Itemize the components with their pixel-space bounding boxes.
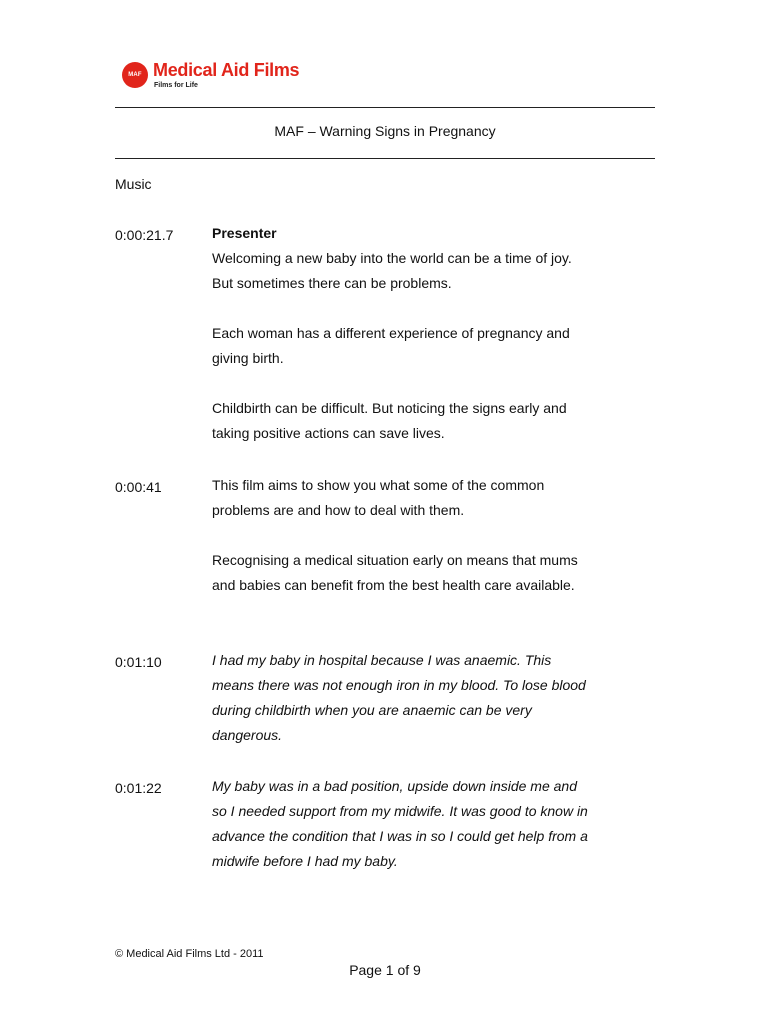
music-cue: Music [115, 176, 152, 192]
script-line: Each woman has a different experience of pregnancy and [212, 325, 570, 341]
timecode: 0:01:10 [115, 654, 162, 670]
entry-body [212, 479, 642, 598]
script-line: and babies can benefit from the best health care available. [212, 577, 575, 593]
script-line: during childbirth when you are anaemic can be very [212, 702, 532, 718]
script-line: I had my baby in hospital because I was anaemic. This [212, 652, 552, 668]
logo [120, 58, 320, 94]
speaker-name: Presenter [212, 225, 277, 241]
script-line: problems are and how to deal with them. [212, 502, 465, 518]
script-line: Recognising a medical situation early on means that mums [212, 552, 578, 568]
script-line: My baby was in a bad position, upside down inside me and [212, 778, 577, 794]
script-line: midwife before I had my baby. [212, 853, 398, 869]
header-rule-bottom [115, 158, 655, 159]
script-line: Childbirth can be difficult. But noticing the signs early and [212, 400, 567, 416]
script-line: Welcoming a new baby into the world can be a time of joy. [212, 250, 572, 266]
entry-body [212, 780, 642, 874]
document-title: MAF – Warning Signs in Pregnancy [274, 123, 496, 139]
entry-body [212, 654, 642, 748]
script-line: so I needed support from my midwife. It was good to know in [212, 803, 588, 819]
header-rule-top [115, 107, 655, 108]
logo-tagline: Films for Life [154, 82, 198, 89]
entry-body [212, 227, 642, 446]
timecode: 0:00:41 [115, 479, 162, 495]
logo-badge-icon: MAF [122, 62, 148, 88]
script-line: giving birth. [212, 350, 284, 366]
script-line: This film aims to show you what some of the common [212, 477, 545, 493]
script-line: But sometimes there can be problems. [212, 275, 452, 291]
script-line: dangerous. [212, 727, 283, 743]
page-number: Page 1 of 9 [349, 962, 421, 978]
timecode: 0:00:21.7 [115, 227, 174, 243]
footer-copyright: © Medical Aid Films Ltd - 2011 [115, 948, 264, 960]
script-line: advance the condition that I was in so I could get help from a [212, 828, 588, 844]
script-line: taking positive actions can save lives. [212, 425, 445, 441]
timecode: 0:01:22 [115, 780, 162, 796]
script-line: means there was not enough iron in my blood. To lose blood [212, 677, 586, 693]
logo-name: Medical Aid Films [153, 60, 300, 80]
